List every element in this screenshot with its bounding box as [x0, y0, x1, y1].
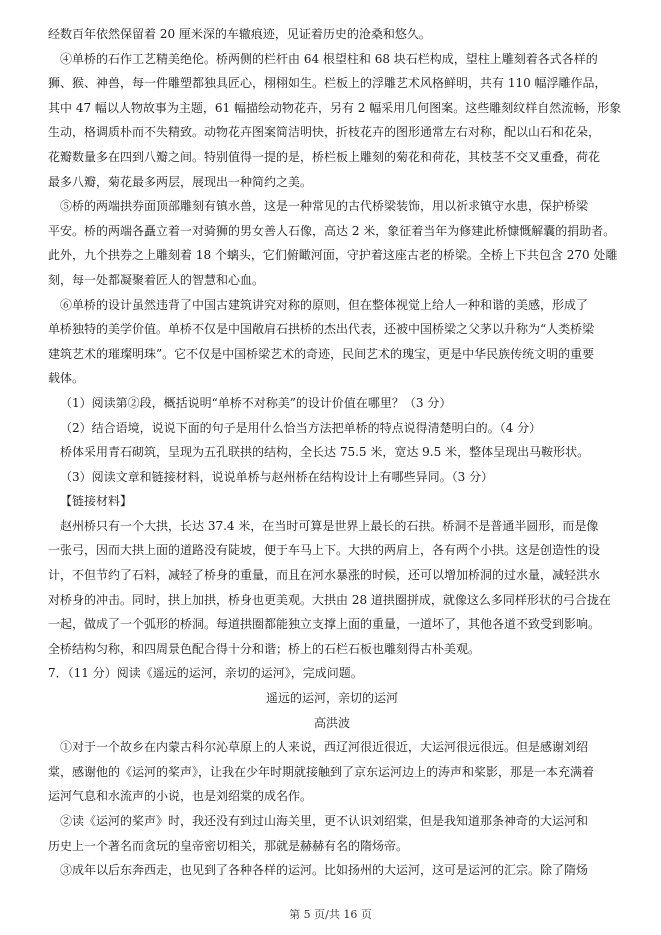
text-line: 刻，每一处都凝聚着匠人的智慧和心血。 — [48, 272, 265, 287]
question-3: （3）阅读文章和链接材料，说说单桥与赵州桥在结构设计上有哪些异同。（3 分） — [60, 469, 494, 484]
article-author: 高洪波 — [313, 715, 350, 730]
document-page — [48, 22, 622, 883]
text-line: 对桥身的冲击。同时，拱上加拱，桥身也更美观。大拱由 28 道拱圈拼成，就像这么多同样形状的弓合拢在 — [48, 592, 611, 607]
page-footer: 第 5 页/共 16 页 — [289, 908, 372, 921]
text-line: 一起，做成了一个弧形的桥洞。每道拱圈都能独立支撑上面的重量，一道坏了，其他各道不致受到影响。 — [48, 617, 601, 632]
question-1: （1）阅读第②段，概括说明“单桥不对称美”的设计价值在哪里？（3 分） — [60, 395, 452, 410]
article-paragraph-2: ②读《运河的桨声》时，我还没有到过山海关里，更不认识刘绍棠，但是我知道那条神奇的大运河和 — [60, 814, 589, 828]
text-line: 棠，感谢他的《运河的桨声》，让我在少年时期就接触到了京东运河边上的涛声和桨影，那是一本充满着 — [48, 764, 595, 779]
question-7-heading: 7．（11 分）阅读《遥远的运河，亲切的运河》，完成问题。 — [48, 666, 363, 681]
text-line: 单桥独特的美学价值。单桥不仅是中国敞肩石拱桥的杰出代表，还被中国桥梁之父茅以升称为“人类桥梁 — [48, 322, 595, 337]
text-line: 生动，格调质朴而不失精致。动物花卉图案简洁明快，折枝花卉的图形通常左右对称，配以山石和花朵， — [48, 125, 601, 140]
text-line: 最多八瓣，菊花最多两层，展现出一种简约之美。 — [48, 174, 313, 189]
text-line: 平安。桥的两端各矗立着一对骑狮的男女善人石像，高达 2 米，象征着当年为修建此桥慷慨解囊的捐助者。 — [48, 223, 616, 238]
paragraph-6-line: ⑥单桥的设计虽然违背了中国古建筑讲究对称的原则，但在整体视觉上给人一种和谐的美感，形成了 — [60, 297, 589, 312]
text-line: 经数百年依然保留着 20 厘米深的车辙痕迹，见证着历史的沧桑和悠久。 — [48, 27, 431, 41]
link-material-line: 赵州桥只有一个大拱，长达 37.4 米，在当时可算是世界上最长的石拱。桥洞不是普通半圆形，而是像 — [60, 518, 599, 533]
text-line: 运河气息和水流声的小说，也是刘绍棠的成名作。 — [48, 789, 313, 804]
text-line: 历史上一个著名而贪玩的皇帝密切相关，那就是赫赫有名的隋炀帝。 — [48, 838, 409, 853]
text-line: 计，不但节约了石料，减轻了桥身的重量，而且在河水暴涨的时候，还可以增加桥洞的过水量，减轻洪水 — [48, 568, 601, 583]
text-line: 全桥结构匀称，和四周景色配合得十分和谐；桥上的石栏石板也雕刻得古朴美观。 — [48, 641, 481, 656]
text-line: 建筑艺术的璀璨明珠”。它不仅是中国桥梁艺术的奇迹，民间艺术的瑰宝，更是中华民族传统文明的重要 — [48, 346, 595, 361]
text-line: 其中 47 幅以人物故事为主题，61 幅描绘动物花卉，另有 2 幅采用几何图案。这些雕刻纹样自然流畅，形象 — [48, 100, 622, 115]
link-material-heading: 【链接材料】 — [60, 494, 133, 509]
text-line: 此外，九个拱券之上雕刻着 18 个螭头，它们俯瞰河面，守护着这座古老的桥梁。全桥上下共包含 270 处雕 — [48, 248, 618, 263]
article-title: 遥远的运河，亲切的运河 — [265, 691, 398, 706]
paragraph-4-line: ④单桥的石作工艺精美绝伦。桥两侧的栏杆由 64 根望柱和 68 块石栏构成，望柱上雕刻着各式各样的 — [60, 51, 598, 66]
paragraph-5-line: ⑤桥的两端拱券面顶部雕刻有镇水兽，这是一种常见的古代桥梁装饰，用以祈求镇守水患，保护桥梁 — [60, 199, 589, 214]
text-line: 花瓣数量多在四到八瓣之间。特别值得一提的是，桥栏板上雕刻的菊花和荷花，其枝茎不交叉重叠，荷花 — [48, 149, 601, 164]
text-line: 载体。 — [48, 371, 85, 386]
text-line: 狮、猴、神兽，每一件雕塑都独具匠心，栩栩如生。栏板上的浮雕艺术风格鲜明，共有 110 幅浮雕作品， — [48, 76, 607, 91]
question-2: （2）结合语境，说说下面的句子是用什么恰当方法把单桥的特点说得清楚明白的。（4 分） — [60, 420, 542, 435]
quoted-sentence: 桥体采用青石砌筑，呈现为五孔联拱的结构，全长达 75.5 米，宽达 9.5 米，整体呈现出马鞍形状。 — [60, 445, 590, 460]
article-paragraph-1: ①对于一个故乡在内蒙古科尔沁草原上的人来说，西辽河很近很近，大运河很远很远。但是感谢刘绍 — [60, 740, 589, 755]
text-line: 一张弓，因而大拱上面的道路没有陡坡，便于车马上下。大拱的两肩上，各有两个小拱。这是创造性的设 — [48, 543, 601, 558]
article-paragraph-3: ③成年以后东奔西走，也见到了各种各样的运河。比如扬州的大运河，这可是运河的汇宗。除了隋炀 — [60, 863, 589, 878]
